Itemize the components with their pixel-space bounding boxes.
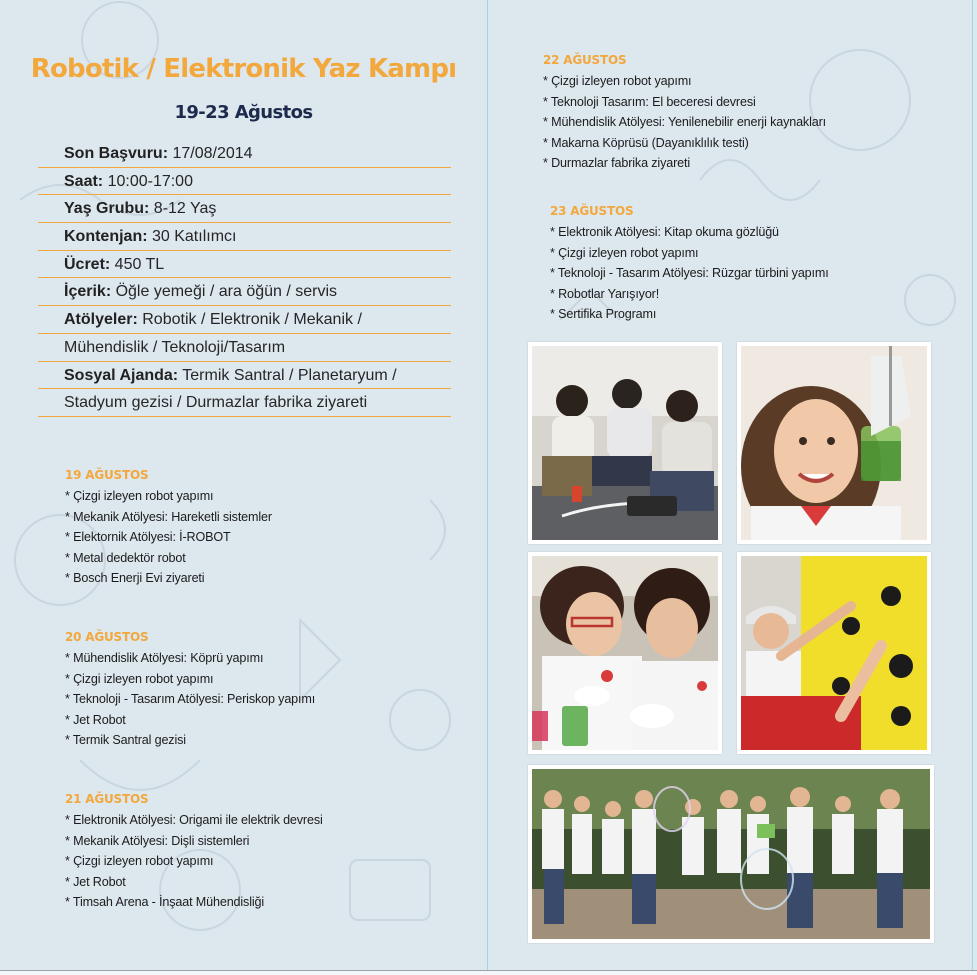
info-quota (38, 223, 451, 251)
info-label: Ücret: (64, 255, 111, 273)
info-value: 450 TL (110, 255, 165, 273)
day-item: * Teknoloji Tasarım: El beceresi devresi (543, 94, 756, 109)
day-item: * Timsah Arena - İnşaat Mühendisliği (65, 895, 265, 910)
day-item: * Jet Robot (65, 874, 126, 889)
info-time (38, 168, 451, 196)
info-social-agenda-cont (38, 389, 451, 417)
day-items (65, 648, 315, 751)
info-label: Atölyeler: (64, 311, 138, 329)
info-value: Robotik / Elektronik / Mekanik / (137, 311, 362, 329)
day-title: 22 AĞUSTOS (543, 53, 627, 67)
day-item: * Bosch Enerji Evi ziyareti (65, 571, 205, 586)
info-value: Termik Santral / Planetaryum / (178, 366, 397, 384)
day-19-block (65, 468, 272, 589)
info-deadline (38, 140, 451, 168)
day-title: 23 AĞUSTOS (550, 204, 634, 218)
day-items (65, 810, 323, 913)
info-content (38, 278, 451, 306)
photo-outdoor-group-image (532, 769, 930, 939)
day-item: * Çizgi izleyen robot yapımı (550, 245, 699, 260)
photo-girl-experiment-image (741, 346, 927, 540)
day-title: 20 AĞUSTOS (65, 630, 149, 644)
photo-girls-beakers-image (532, 556, 718, 750)
info-social-agenda (38, 362, 451, 390)
info-age-group (38, 195, 451, 223)
day-item: * Elektronik Atölyesi: Origami ile elektrik devresi (65, 813, 323, 827)
left-page (0, 0, 487, 975)
info-workshops-cont (38, 334, 451, 362)
day-item: * Mühendislik Atölyesi: Yenilenebilir enerji kaynakları (543, 115, 826, 130)
day-item: * Teknoloji - Tasarım Atölyesi: Periskop yapımı (65, 692, 316, 707)
day-item: * Robotlar Yarışıyor! (550, 286, 660, 301)
day-item: * Termik Santral gezisi (65, 733, 186, 748)
day-20-block (65, 630, 315, 751)
day-item: * Sertifika Programı (550, 307, 657, 322)
info-label: Yaş Grubu: (64, 200, 150, 218)
photo-girls-beakers (528, 552, 722, 754)
day-item: * Mekanik Atölyesi: Dişli sistemleri (65, 833, 250, 848)
camp-info-list (38, 140, 451, 417)
day-item: * Jet Robot (65, 712, 126, 727)
day-22-block (543, 53, 826, 174)
day-item: * Metal dedektör robot (65, 550, 186, 565)
photo-boy-yellow-wall (737, 552, 931, 754)
day-item: * Mekanik Atölyesi: Hareketli sistemler (65, 509, 272, 524)
info-workshops (38, 306, 451, 334)
photo-robot-building-image (532, 346, 718, 540)
day-23-block (550, 204, 829, 325)
day-21-block (65, 792, 323, 913)
camp-dates: 19-23 Ağustos (174, 102, 313, 123)
day-items (550, 222, 829, 325)
day-item: * Çizgi izleyen robot yapımı (65, 489, 214, 503)
day-item: * Teknoloji - Tasarım Atölyesi: Rüzgar türbini yapımı (550, 266, 829, 281)
info-label: Sosyal Ajanda: (64, 366, 179, 384)
info-label: İçerik: (64, 283, 112, 301)
info-value: 10:00-17:00 (103, 172, 193, 190)
day-item: * Mühendislik Atölyesi: Köprü yapımı (65, 651, 264, 665)
photo-outdoor-group (528, 765, 934, 943)
photo-girl-experiment (737, 342, 931, 544)
day-item: * Çizgi izleyen robot yapımı (65, 854, 214, 869)
day-item: * Makarna Köprüsü (Dayanıklılık testi) (543, 135, 749, 150)
info-label: Kontenjan: (64, 228, 148, 246)
day-title: 21 AĞUSTOS (65, 792, 149, 806)
day-item: * Çizgi izleyen robot yapımı (543, 74, 692, 88)
info-value: Mühendislik / Teknoloji/Tasarım (64, 338, 286, 356)
info-value: 17/08/2014 (168, 145, 253, 162)
info-value: 30 Katılımcı (147, 228, 237, 246)
photo-boy-yellow-wall-image (741, 556, 927, 750)
right-page (488, 0, 977, 975)
day-item: * Çizgi izleyen robot yapımı (65, 671, 214, 686)
day-title: 19 AĞUSTOS (65, 468, 149, 482)
info-value: 8-12 Yaş (149, 200, 217, 218)
day-item: * Elektronik Atölyesi: Kitap okuma gözlüğü (550, 225, 779, 239)
info-value: Öğle yemeği / ara öğün / servis (111, 283, 338, 301)
info-value: Stadyum gezisi / Durmazlar fabrika ziyareti (64, 394, 368, 412)
day-items (543, 71, 826, 174)
day-item: * Elektornik Atölyesi: İ-ROBOT (65, 530, 231, 545)
photo-robot-building (528, 342, 722, 544)
day-items (65, 486, 272, 589)
info-label: Son Başvuru: (64, 145, 169, 162)
day-item: * Durmazlar fabrika ziyareti (543, 156, 690, 171)
info-label: Saat: (64, 172, 104, 190)
info-fee (38, 251, 451, 279)
camp-title: Robotik / Elektronik Yaz Kampı (30, 54, 457, 84)
